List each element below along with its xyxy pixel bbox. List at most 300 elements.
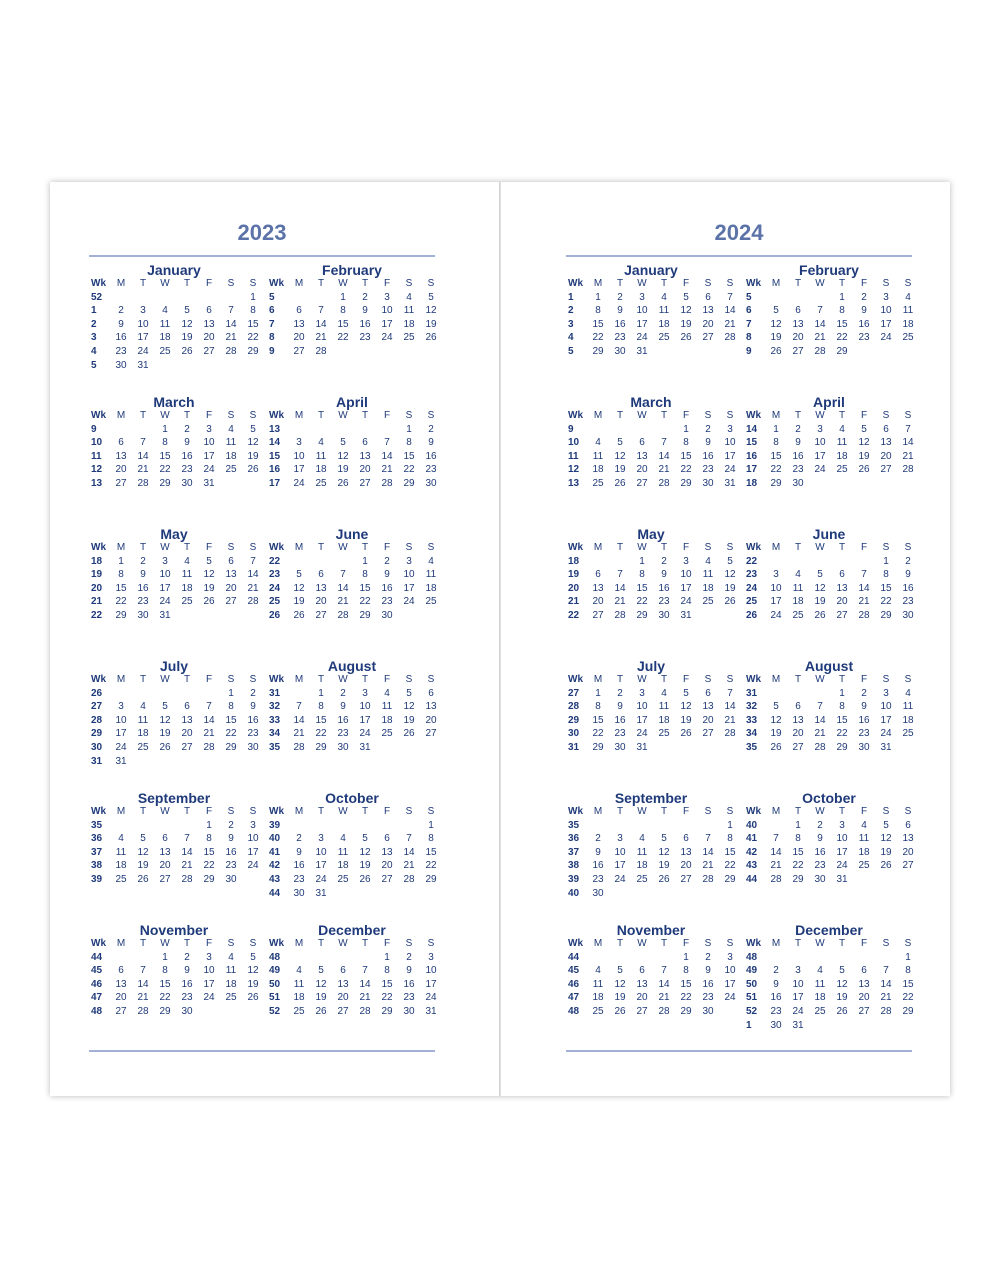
week-header: Wk [746,542,761,553]
day-cell: 5 [140,833,146,845]
day-cell: 22 [203,860,215,872]
week-number: 51 [269,992,281,1004]
day-cell [310,291,332,305]
day-cell: 27 [858,1005,870,1017]
week-number: 44 [269,887,281,899]
day-cell: 20 [115,992,127,1004]
day-cell: 28 [181,873,193,885]
day-cell: 1 [595,687,601,699]
week-header: Wk [568,674,583,685]
day-cell: 7 [140,965,146,977]
day-cell: 6 [384,833,390,845]
day-cell [198,359,220,373]
day-cell: 19 [858,450,870,462]
day-cell [653,951,675,965]
day-cell: 17 [159,582,171,594]
weekday-header: W [637,806,647,817]
day-cell: 21 [203,728,215,740]
day-cell: 8 [595,701,601,713]
week-number: 47 [91,992,103,1004]
day-cell: 13 [181,714,193,726]
day-cell [631,423,653,437]
day-cell: 1 [162,423,168,435]
day-cell [220,291,242,305]
month-name: December [318,922,386,938]
week-number: 8 [746,332,752,344]
day-cell: 6 [905,819,911,831]
month-august [267,658,437,778]
day-cell [132,687,154,701]
day-cell [875,477,897,491]
day-cell: 11 [337,846,349,858]
week-number: 1 [568,291,574,303]
day-cell: 12 [203,569,215,581]
day-cell: 9 [773,978,779,990]
week-number: 35 [91,819,103,831]
day-cell: 29 [247,345,259,357]
weekday-header: S [427,542,435,553]
weekday-header: S [726,410,734,421]
day-cell: 9 [617,305,623,317]
day-cell: 17 [425,978,437,990]
month-name: March [630,394,672,410]
day-cell: 8 [795,833,801,845]
day-cell: 28 [137,1005,149,1017]
weekday-header: S [882,674,890,685]
day-cell: 24 [770,609,782,621]
day-cell: 13 [425,701,437,713]
day-cell: 21 [814,332,826,344]
day-grid [89,937,264,1019]
day-cell: 22 [337,332,349,344]
month-january [566,262,736,382]
day-cell: 3 [883,291,889,303]
day-cell [288,423,310,437]
day-cell: 27 [792,741,804,753]
day-cell: 28 [658,477,670,489]
day-cell: 10 [203,437,215,449]
day-cell: 25 [293,1005,305,1017]
weekday-header: S [405,410,413,421]
day-cell: 29 [770,477,782,489]
weekday-header: S [882,938,890,949]
day-cell: 23 [247,728,259,740]
day-cell: 26 [315,1005,327,1017]
day-cell: 17 [636,318,648,330]
day-cell: 23 [181,992,193,1004]
day-cell: 1 [340,291,346,303]
day-cell: 20 [836,596,848,608]
day-cell: 10 [203,965,215,977]
week-number: 32 [746,701,758,713]
week-number: 12 [91,464,103,476]
day-cell: 7 [661,437,667,449]
day-cell: 25 [902,728,914,740]
day-cell: 24 [724,464,736,476]
week-number: 28 [568,701,580,713]
week-number: 52 [91,291,103,303]
day-cell: 6 [883,423,889,435]
weekday-header: S [249,938,257,949]
day-cell: 6 [184,701,190,713]
day-cell: 4 [184,555,190,567]
weekday-header: W [637,542,647,553]
day-cell: 15 [792,846,804,858]
day-cell [697,887,719,901]
day-cell: 30 [702,1005,714,1017]
day-cell: 3 [883,687,889,699]
day-cell: 16 [614,714,626,726]
day-grid [267,673,442,755]
day-cell: 12 [247,965,259,977]
day-grid [744,277,919,359]
day-cell: 4 [795,569,801,581]
weekday-header: W [637,278,647,289]
day-cell: 8 [162,437,168,449]
day-grid [744,937,919,1032]
day-cell: 19 [614,992,626,1004]
day-cell: 31 [636,345,648,357]
day-cell [653,741,675,755]
day-cell: 25 [592,477,604,489]
day-cell: 23 [425,464,437,476]
day-cell: 10 [293,450,305,462]
day-cell: 26 [614,477,626,489]
day-cell: 10 [792,978,804,990]
day-cell: 19 [137,860,149,872]
day-cell: 17 [137,332,149,344]
day-cell: 19 [724,582,736,594]
day-cell [787,687,809,701]
day-cell: 18 [403,318,415,330]
weekday-header: M [593,806,603,817]
day-cell: 24 [425,992,437,1004]
day-cell: 13 [115,978,127,990]
day-cell: 9 [905,569,911,581]
month-name: April [813,394,845,410]
month-december [744,922,914,1042]
week-number: 38 [568,860,580,872]
day-cell: 14 [814,318,826,330]
day-cell: 18 [592,992,604,1004]
day-cell: 10 [381,305,393,317]
week-number: 30 [91,741,103,753]
weekday-header: M [116,674,126,685]
weekday-header: M [771,674,781,685]
day-cell: 25 [337,873,349,885]
weekday-header: F [383,410,391,421]
weekday-header: W [338,938,348,949]
weekday-header: T [794,278,802,289]
day-cell: 1 [639,555,645,567]
weekday-header: F [383,542,391,553]
day-cell: 6 [839,569,845,581]
week-number: 39 [91,873,103,885]
day-cell: 26 [181,345,193,357]
week-number: 16 [269,464,281,476]
weekday-header: T [317,278,325,289]
day-cell: 30 [293,887,305,899]
day-cell: 6 [228,555,234,567]
day-cell: 18 [425,582,437,594]
day-cell: 12 [658,846,670,858]
weekday-header: W [637,674,647,685]
day-cell [220,477,242,491]
day-grid [267,277,442,359]
day-cell: 13 [293,318,305,330]
weekday-header: F [383,674,391,685]
week-number: 5 [269,291,275,303]
day-cell: 11 [902,305,914,317]
weekday-header: W [338,674,348,685]
day-grid [566,805,741,900]
day-cell: 13 [381,846,393,858]
day-cell [242,1005,264,1019]
day-cell: 26 [724,596,736,608]
day-cell: 19 [181,332,193,344]
day-cell: 3 [817,423,823,435]
day-cell: 6 [318,569,324,581]
day-cell: 15 [337,318,349,330]
day-cell: 19 [770,332,782,344]
day-cell: 10 [359,701,371,713]
week-number: 25 [746,596,758,608]
day-cell: 29 [680,1005,692,1017]
day-cell: 27 [293,345,305,357]
day-cell: 27 [225,596,237,608]
day-cell: 18 [902,318,914,330]
day-cell [587,819,609,833]
day-cell: 17 [814,450,826,462]
day-cell: 17 [381,318,393,330]
week-number: 14 [269,437,281,449]
day-cell: 4 [162,305,168,317]
week-number: 22 [746,555,758,567]
day-cell: 2 [250,687,256,699]
day-cell: 24 [792,1005,804,1017]
day-cell: 18 [592,464,604,476]
weekday-header: M [593,542,603,553]
month-may [566,526,736,646]
day-cell: 14 [902,437,914,449]
day-cell [220,359,242,373]
day-cell: 7 [905,423,911,435]
week-number: 26 [269,609,281,621]
day-cell [420,741,442,755]
day-cell: 7 [727,291,733,303]
weekday-header: T [616,542,624,553]
day-cell [697,345,719,359]
day-cell: 5 [184,305,190,317]
day-cell: 22 [724,860,736,872]
day-cell: 8 [839,701,845,713]
week-number: 40 [568,887,580,899]
day-cell: 18 [658,714,670,726]
day-cell: 21 [902,450,914,462]
day-cell: 25 [225,464,237,476]
day-cell: 9 [795,437,801,449]
day-cell: 6 [705,291,711,303]
day-cell: 5 [683,291,689,303]
day-cell: 11 [381,701,393,713]
day-cell: 8 [162,965,168,977]
day-cell: 9 [705,437,711,449]
day-cell: 17 [247,846,259,858]
day-cell: 23 [225,860,237,872]
day-cell: 28 [403,873,415,885]
day-cell: 22 [115,596,127,608]
day-cell: 3 [406,555,412,567]
week-header: Wk [269,806,284,817]
day-cell: 17 [724,450,736,462]
day-cell: 27 [115,477,127,489]
day-cell [697,741,719,755]
day-cell: 13 [592,582,604,594]
day-cell: 25 [425,596,437,608]
week-number: 44 [568,951,580,963]
day-cell: 15 [315,714,327,726]
day-grid [267,541,442,623]
day-cell: 10 [115,714,127,726]
weekday-header: S [405,938,413,949]
week-number: 45 [568,965,580,977]
weekday-header: T [838,278,846,289]
day-cell: 3 [206,423,212,435]
day-cell: 16 [359,318,371,330]
day-cell: 8 [206,833,212,845]
day-cell [132,291,154,305]
month-june [744,526,914,646]
day-cell: 31 [159,609,171,621]
day-cell: 9 [406,965,412,977]
day-cell: 5 [839,965,845,977]
day-cell: 12 [770,318,782,330]
week-number: 4 [91,345,97,357]
month-name: October [325,790,379,806]
week-number: 33 [269,714,281,726]
week-number: 5 [568,345,574,357]
day-cell: 29 [592,741,604,753]
weekday-header: T [317,410,325,421]
weekday-header: T [838,410,846,421]
week-number: 43 [269,873,281,885]
day-cell: 5 [727,555,733,567]
day-cell: 16 [425,450,437,462]
weekday-header: S [726,806,734,817]
day-cell: 23 [658,596,670,608]
day-cell: 2 [296,833,302,845]
day-cell: 17 [359,714,371,726]
day-cell: 26 [159,741,171,753]
week-number: 15 [269,450,281,462]
day-cell [154,819,176,833]
day-cell: 14 [225,318,237,330]
week-number: 27 [568,687,580,699]
day-cell: 7 [206,701,212,713]
day-grid [744,409,919,491]
week-number: 45 [91,965,103,977]
weekday-header: W [160,542,170,553]
day-cell: 8 [384,965,390,977]
week-number: 38 [91,860,103,872]
weekday-header: M [593,278,603,289]
day-cell: 20 [902,846,914,858]
week-header: Wk [91,806,106,817]
day-cell: 30 [181,1005,193,1017]
day-cell [354,423,376,437]
day-cell: 9 [861,701,867,713]
day-cell: 26 [680,728,692,740]
day-cell: 28 [724,332,736,344]
day-grid [744,541,919,623]
day-cell: 26 [337,477,349,489]
day-cell: 6 [296,305,302,317]
weekday-header: T [794,938,802,949]
day-cell [220,609,242,623]
day-cell [354,887,376,901]
day-cell: 26 [293,609,305,621]
day-cell: 12 [425,305,437,317]
week-header: Wk [269,410,284,421]
day-cell [242,477,264,491]
day-cell: 8 [639,569,645,581]
month-name: July [636,658,665,674]
day-cell [220,1005,242,1019]
day-cell: 24 [724,992,736,1004]
day-cell: 18 [702,582,714,594]
weekday-header: F [205,806,213,817]
month-name: February [799,262,859,278]
day-cell: 16 [381,582,393,594]
day-cell: 10 [315,846,327,858]
day-cell: 21 [137,992,149,1004]
day-cell [675,887,697,901]
page-right [566,182,912,1096]
day-cell: 28 [658,1005,670,1017]
week-header: Wk [269,938,284,949]
day-cell: 23 [403,992,415,1004]
week-number: 35 [568,819,580,831]
day-cell: 27 [792,345,804,357]
day-cell: 22 [636,596,648,608]
day-cell: 14 [137,978,149,990]
day-cell: 3 [639,687,645,699]
day-cell: 8 [905,965,911,977]
day-cell: 2 [705,951,711,963]
day-cell: 11 [425,569,437,581]
weekday-header: F [860,674,868,685]
day-cell: 20 [425,714,437,726]
day-cell [132,755,154,769]
day-cell: 30 [337,741,349,753]
day-cell: 8 [595,305,601,317]
day-cell: 11 [658,701,670,713]
day-cell: 4 [839,423,845,435]
day-cell: 29 [115,609,127,621]
day-cell [176,291,198,305]
week-number: 35 [746,741,758,753]
day-cell: 18 [225,450,237,462]
day-cell: 20 [792,728,804,740]
day-cell: 16 [902,582,914,594]
day-cell [875,345,897,359]
day-cell: 7 [883,965,889,977]
month-march [566,394,736,514]
day-cell: 29 [636,609,648,621]
month-name: December [795,922,863,938]
day-cell: 24 [293,477,305,489]
day-cell: 17 [293,464,305,476]
